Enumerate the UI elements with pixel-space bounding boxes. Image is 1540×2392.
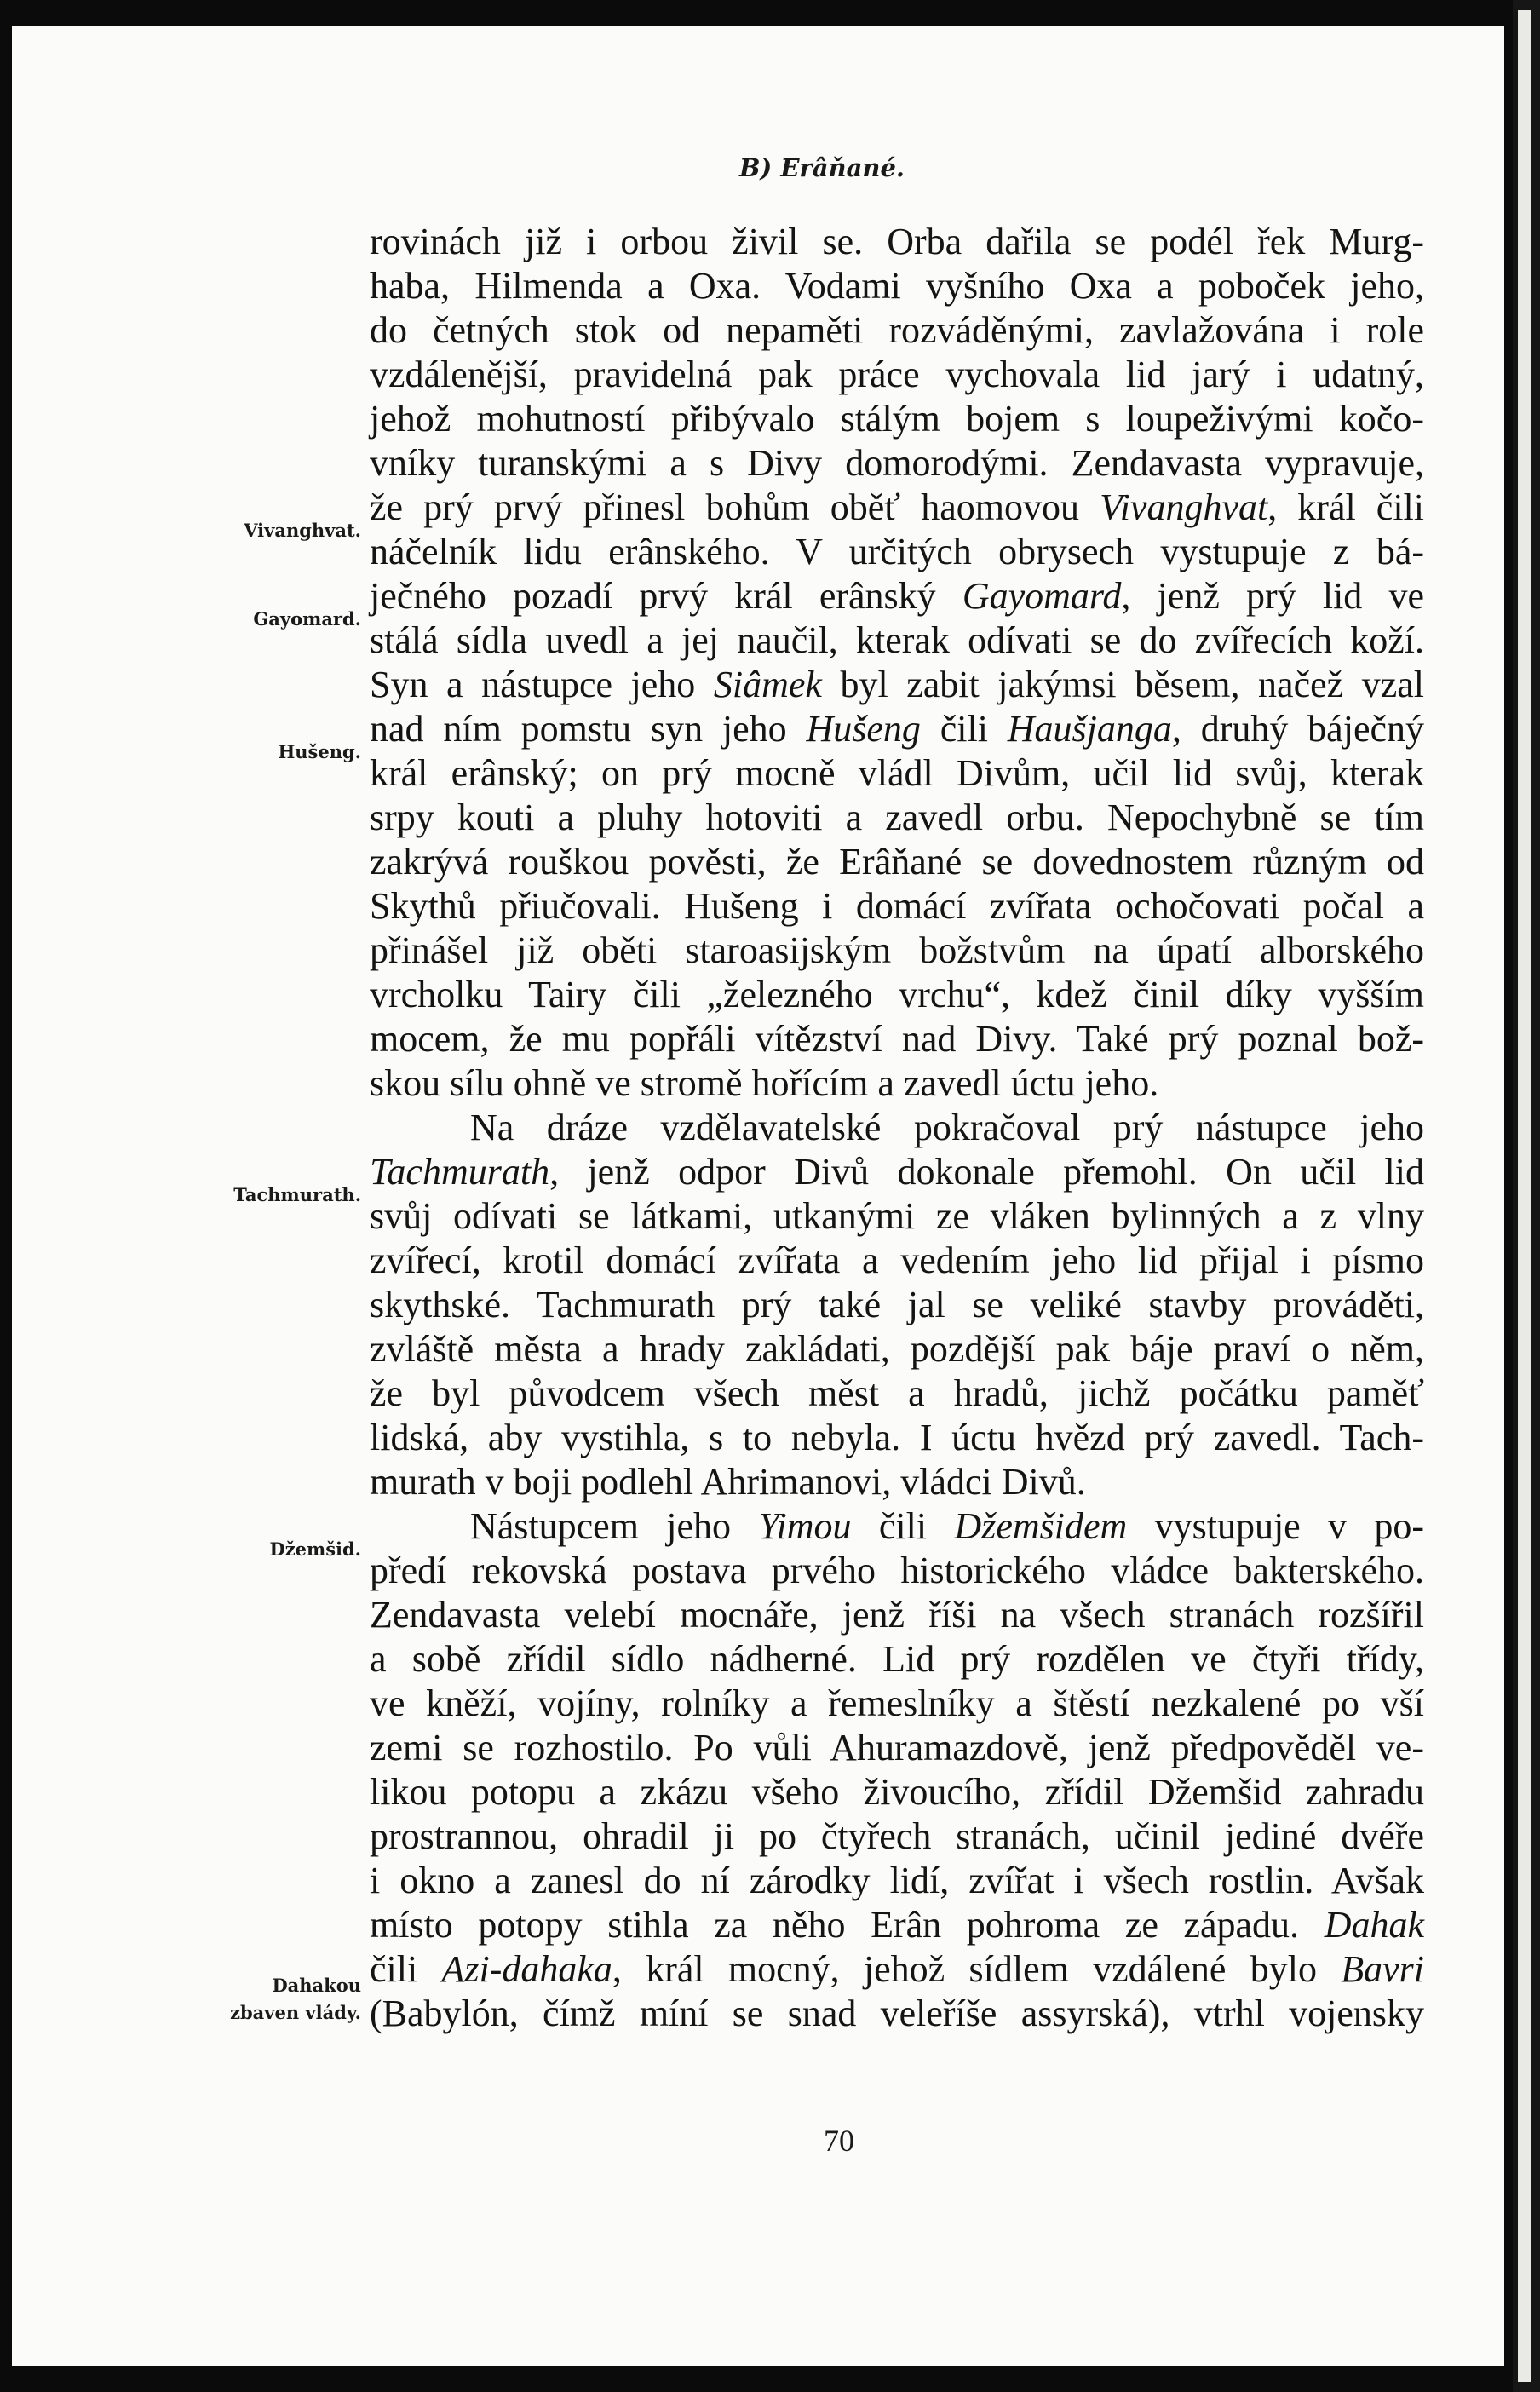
text-line: skythské. Tachmurath prý také jal se veliké stavby prováděti, [370,1284,1424,1325]
name-bavri: Bavri [1341,1948,1425,1990]
text-line: Skythů přiučovali. Hušeng i domácí zvířata ochočovati počal a [370,885,1424,927]
text-line: král erânský; on prý mocně vládl Divům, učil lid svůj, kterak [370,752,1424,794]
text-line: vrcholku Tairy čili „železného vrchu“, kdež činil díky vyšším [370,974,1424,1015]
name-dzemsidem: Džemšidem [954,1505,1128,1547]
text-run: , druhý báječný [1171,708,1424,750]
text-run: byl zabit jakýmsi běsem, načež vzal [821,664,1424,705]
margin-note-dzemsid: Džemšid. [269,1538,361,1560]
text-line [370,1150,1424,1194]
text-run: čili [920,708,1008,750]
text-line: zemi se rozhostilo. Po vůli Ahuramazdově, jenž předpověděl ve- [370,1727,1424,1768]
book-page [12,26,1504,2366]
text-line: srpy kouti a pluhy hotoviti a zavedl orbu. Nepochybně se tím [370,796,1424,838]
name-gayomard: Gayomard [962,575,1122,617]
text-line: předí rekovská postava prvého historického vládce bakterského. [370,1550,1424,1591]
text-line: že byl původcem všech měst a hradů, jichž počátku paměť [370,1372,1424,1414]
text-line: zvláště města a hrady zakládati, pozdější pak báje praví o něm, [370,1328,1424,1370]
text-line [370,1947,1424,1992]
text-run: , jenž odpor Divů dokonale přemohl. On učil lid [549,1151,1424,1193]
text-line: a sobě zřídil sídlo nádherné. Lid prý rozdělen ve čtyři třídy, [370,1638,1424,1680]
text-run: místo potopy stihla za něho Erân pohroma ze západu. [370,1904,1325,1946]
text-run: čili [851,1505,955,1547]
text-run: nad ním pomstu syn jeho [370,708,807,750]
text-line: (Babylón, čímž míní se snad veleříše assyrská), vtrhl vojensky [370,1992,1424,2034]
margin-note-gayomard: Gayomard. [253,608,361,630]
text-line: prostrannou, ohradil ji po čtyřech stranách, učinil jediné dvéře [370,1815,1424,1857]
text-run: že prý prvý přinesl bohům oběť haomovou [370,486,1100,528]
text-run: čili [370,1948,442,1990]
text-run: vystupuje v po- [1127,1505,1424,1547]
text-line: likou potopu a zkázu všeho živoucího, zřídil Džemšid zahradu [370,1771,1424,1813]
name-yimou: Yimou [758,1505,852,1547]
name-hausjanga: Haušjanga [1007,708,1172,750]
text-line: rovinách již i orbou živil se. Orba dařila se podél řek Murg- [370,221,1424,262]
name-dahak: Dahak [1324,1904,1424,1946]
margin-note-huseng: Hušeng. [278,741,361,762]
text-line: jehož mohutností přibývalo stálým bojem s loupeživými kočo- [370,398,1424,440]
text-line: přinášel již oběti staroasijským božstvům na úpatí alborského [370,929,1424,971]
page-number: 70 [824,2124,854,2158]
text-line: náčelník lidu erânského. V určitých obrysech vystupuje z bá- [370,531,1424,572]
text-run: ječného pozadí prvý král erânský [370,575,962,617]
adjacent-page-edge [1513,0,1540,2392]
text-line: Zendavasta velebí mocnáře, jenž říši na všech stranách rozšířil [370,1594,1424,1636]
text-line: stálá sídla uvedl a jej naučil, kterak odívati se do zvířecích koží. [370,619,1424,661]
body-text [370,220,1424,2036]
text-line: ve kněží, vojíny, rolníky a řemeslníky a štěstí nezkalené po vší [370,1682,1424,1724]
name-tachmurath: Tachmurath [370,1151,550,1193]
name-huseng: Hušeng [806,708,921,750]
text-line: murath v boji podlehl Ahrimanovi, vládci Divů. [370,1461,1086,1503]
name-azi-dahaka: Azi-dahaka [441,1948,612,1990]
text-line [370,707,1424,751]
text-line: svůj odívati se látkami, utkanými ze vláken bylinných a z vlny [370,1195,1424,1237]
text-line: haba, Hilmenda a Oxa. Vodami vyšního Oxa a poboček jeho, [370,265,1424,307]
name-vivanghvat: Vivanghvat [1100,486,1268,528]
text-line [370,486,1424,530]
text-line: skou sílu ohně ve stromě hořícím a zavedl úctu jeho. [370,1062,1159,1104]
margin-note-tachmurath: Tachmurath. [233,1184,361,1205]
text-run: , král čili [1267,486,1424,528]
text-line: zakrývá rouškou pověsti, že Erâňané se dovednostem různým od [370,841,1424,883]
name-siamek: Siâmek [713,664,822,705]
text-run: Nástupcem jeho [470,1505,759,1547]
adjacent-page-paper [1518,10,1531,2382]
text-line: do četných stok od nepaměti rozváděnými, zavlažována i role [370,309,1424,351]
text-line: Na dráze vzdělavatelské pokračoval prý nástupce jeho [470,1107,1424,1148]
text-line: vníky turanskými a s Divy domorodými. Zendavasta vypravuje, [370,442,1424,484]
text-line [370,1504,1424,1549]
text-run: , jenž prý lid ve [1121,575,1424,617]
margin-note-vivanghvat: Vivanghvat. [244,520,361,541]
text-run: , král mocný, jehož sídlem vzdálené bylo [612,1948,1342,1990]
text-line [370,574,1424,618]
margin-note-zbaven-vlady: zbaven vlády. [230,2002,361,2023]
text-line: lidská, aby vystihla, s to nebyla. I úctu hvězd prý zavedl. Tach- [370,1417,1424,1458]
text-line [370,1903,1424,1947]
margin-note-dahakou: Dahakou [272,1975,361,1996]
text-line: vzdálenější, pravidelná pak práce vychovala lid jarý i udatný, [370,354,1424,395]
text-line [370,663,1424,707]
text-line: i okno a zanesl do ní zárodky lidí, zvířat i všech rostlin. Avšak [370,1860,1424,1901]
text-run: Syn a nástupce jeho [370,664,714,705]
running-head: B) Erâňané. [738,153,905,182]
text-line: zvířecí, krotil domácí zvířata a vedením jeho lid přijal i písmo [370,1239,1424,1281]
text-line: mocem, že mu popřáli vítězství nad Divy. Také prý poznal bož- [370,1018,1424,1060]
